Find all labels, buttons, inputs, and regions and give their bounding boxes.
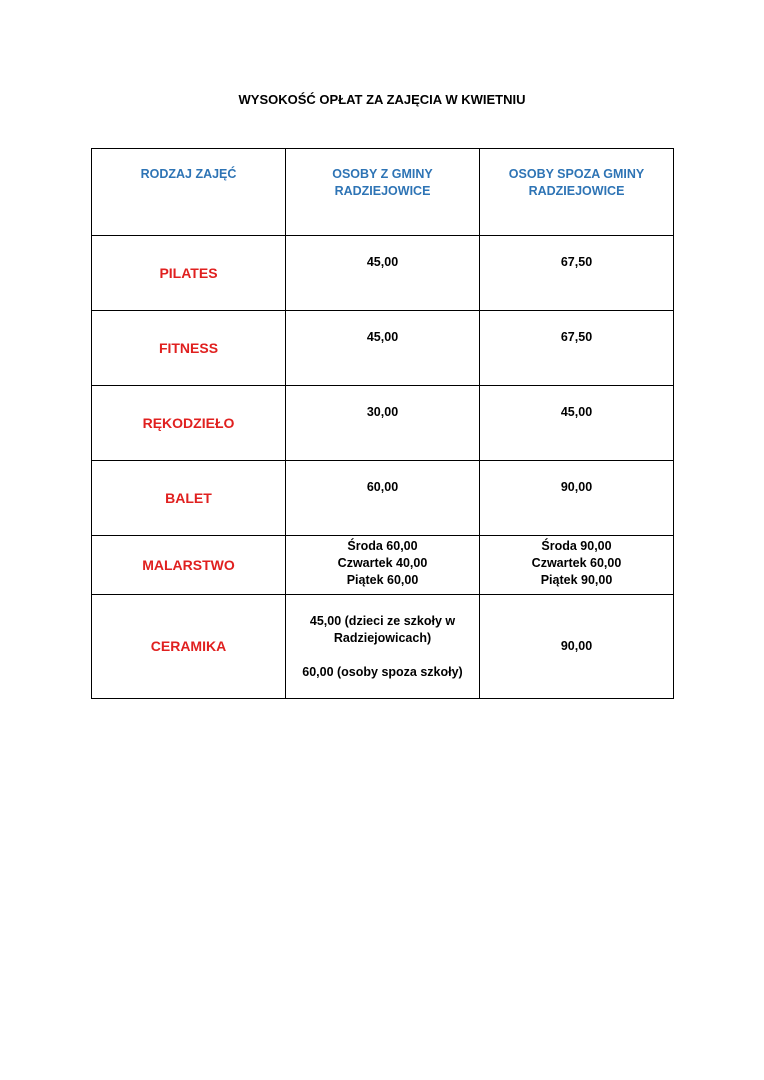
header-non-residents: OSOBY SPOZA GMINY RADZIEJOWICE [480,149,674,236]
header-activity-type: RODZAJ ZAJĘĆ [92,149,286,236]
activity-name: BALET [92,461,286,536]
outside-fee: 67,50 [480,236,674,311]
fee-line: Czwartek 40,00 [337,556,428,570]
table-header-row [92,149,674,236]
activity-name: FITNESS [92,311,286,386]
table-row [92,595,674,699]
local-fee: 60,00 [286,461,480,536]
outside-fee: 45,00 [480,386,674,461]
outside-fee: 67,50 [480,311,674,386]
page-title: WYSOKOŚĆ OPŁAT ZA ZAJĘCIA W KWIETNIU [238,92,526,107]
activity-name: PILATES [92,236,286,311]
spacer [292,647,473,664]
activity-name: MALARSTWO [92,536,286,595]
table-row [92,536,674,595]
fee-line: 60,00 (osoby spoza szkoły) [302,664,463,679]
local-fee: 30,00 [286,386,480,461]
header-local-residents: OSOBY Z GMINY RADZIEJOWICE [286,149,480,236]
local-fee: 45,00 [286,311,480,386]
local-fee: 45,00 [286,236,480,311]
activity-name: CERAMIKA [92,595,286,699]
outside-fee: 90,00 [480,461,674,536]
local-fee [286,536,480,595]
fee-line: Środa 60,00 [347,539,418,553]
activity-name: RĘKODZIEŁO [92,386,286,461]
fee-line: Piątek 90,00 [540,573,613,587]
fee-line: Piątek 60,00 [346,573,419,587]
local-fee [286,595,480,699]
table-row [92,386,674,461]
fee-line: Czwartek 60,00 [531,556,622,570]
table-row [92,311,674,386]
table-row [92,236,674,311]
outside-fee: 90,00 [480,595,674,699]
table-row [92,461,674,536]
fee-line: 45,00 (dzieci ze szkoły w Radziejowicach) [309,613,456,645]
outside-fee [480,536,674,595]
fee-line: Środa 90,00 [541,539,612,553]
fees-table [91,148,674,699]
